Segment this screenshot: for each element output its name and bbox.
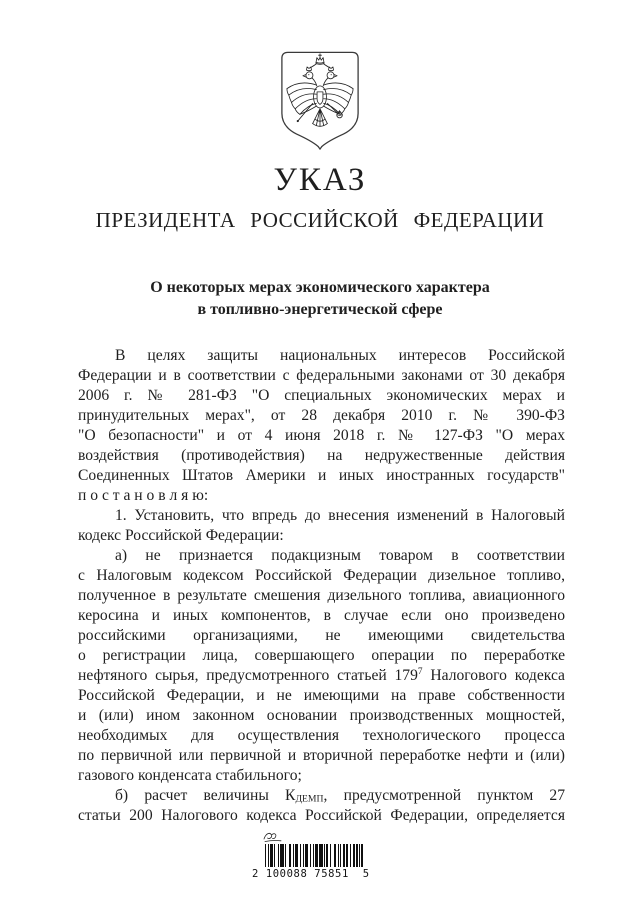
body-line: б) расчет величины $К_{ДЕМП}$, предусмотренной пунктом 27 bbox=[115, 787, 565, 805]
body-line: "О безопасности" и от 4 июня 2018 г. № 127-ФЗ "О мерах bbox=[78, 427, 565, 444]
body-line: Соединенных Штатов Америки и иных иностранных государств" bbox=[78, 467, 565, 484]
barcode-bars bbox=[265, 844, 395, 867]
decree-issuer: ПРЕЗИДЕНТА РОССИЙСКОЙ ФЕДЕРАЦИИ bbox=[95, 208, 545, 232]
handwritten-mark-icon bbox=[261, 830, 285, 844]
body-line: В целях защиты национальных интересов Российской bbox=[115, 347, 565, 364]
body-line: принудительных мерах", от 28 декабря 2010 г. № 390-ФЗ bbox=[78, 407, 565, 424]
body-line: российскими организациями, не имеющими свидетельства bbox=[78, 627, 565, 644]
subject-line: О некоторых мерах экономического характера bbox=[150, 279, 490, 296]
body-line: Российской Федерации, и не имеющими на праве собственности bbox=[78, 687, 565, 704]
barcode-digits: 2 100088 75851 5 bbox=[252, 868, 370, 880]
decree-title: УКАЗ bbox=[273, 162, 367, 198]
body-line: кодекс Российской Федерации: bbox=[78, 527, 284, 544]
subject-line: в топливно-энергетической сфере bbox=[197, 300, 443, 318]
body-line: а) не признается подакцизным товаром в соответствии bbox=[115, 547, 565, 564]
decree-subject bbox=[0, 277, 640, 320]
body-line: керосина и иных компонентов, в случае если оно произведено bbox=[78, 607, 565, 624]
body-line: статьи 200 Налогового кодекса Российской Федерации, определяется bbox=[78, 807, 565, 824]
body-line: Федерации и в соответствии с федеральными законами от 30 декабря bbox=[78, 367, 565, 384]
body-line: п о с т а н о в л я ю: bbox=[78, 487, 209, 504]
russia-coat-of-arms-icon bbox=[278, 51, 362, 152]
body-line: с Налоговым кодексом Российской Федерации дизельное топливо, bbox=[78, 567, 565, 584]
body-line: 1. Установить, что впредь до внесения изменений в Налоговый bbox=[115, 507, 565, 524]
body-line: необходимых для осуществления технологического процесса bbox=[78, 727, 565, 744]
decree-body bbox=[78, 346, 565, 826]
body-line: 2006 г. № 281-ФЗ "О специальных экономических мерах и bbox=[78, 387, 565, 404]
body-line: и (или) ином законном основании производственных мощностей, bbox=[78, 707, 565, 724]
barcode bbox=[252, 830, 395, 880]
body-line: о регистрации лица, совершающего операции по переработке bbox=[78, 647, 565, 664]
body-line: газового конденсата стабильного; bbox=[78, 767, 302, 784]
body-line: нефтяного сырья, предусмотренного статьей $179^7$ Налогового кодекса bbox=[78, 666, 565, 684]
body-line: по первичной или первичной и вторичной переработке нефти и (или) bbox=[78, 747, 565, 764]
body-line: полученное в результате смешения дизельного топлива, авиационного bbox=[78, 587, 565, 604]
body-line: воздействия (противодействия) на недружественные действия bbox=[78, 447, 565, 464]
